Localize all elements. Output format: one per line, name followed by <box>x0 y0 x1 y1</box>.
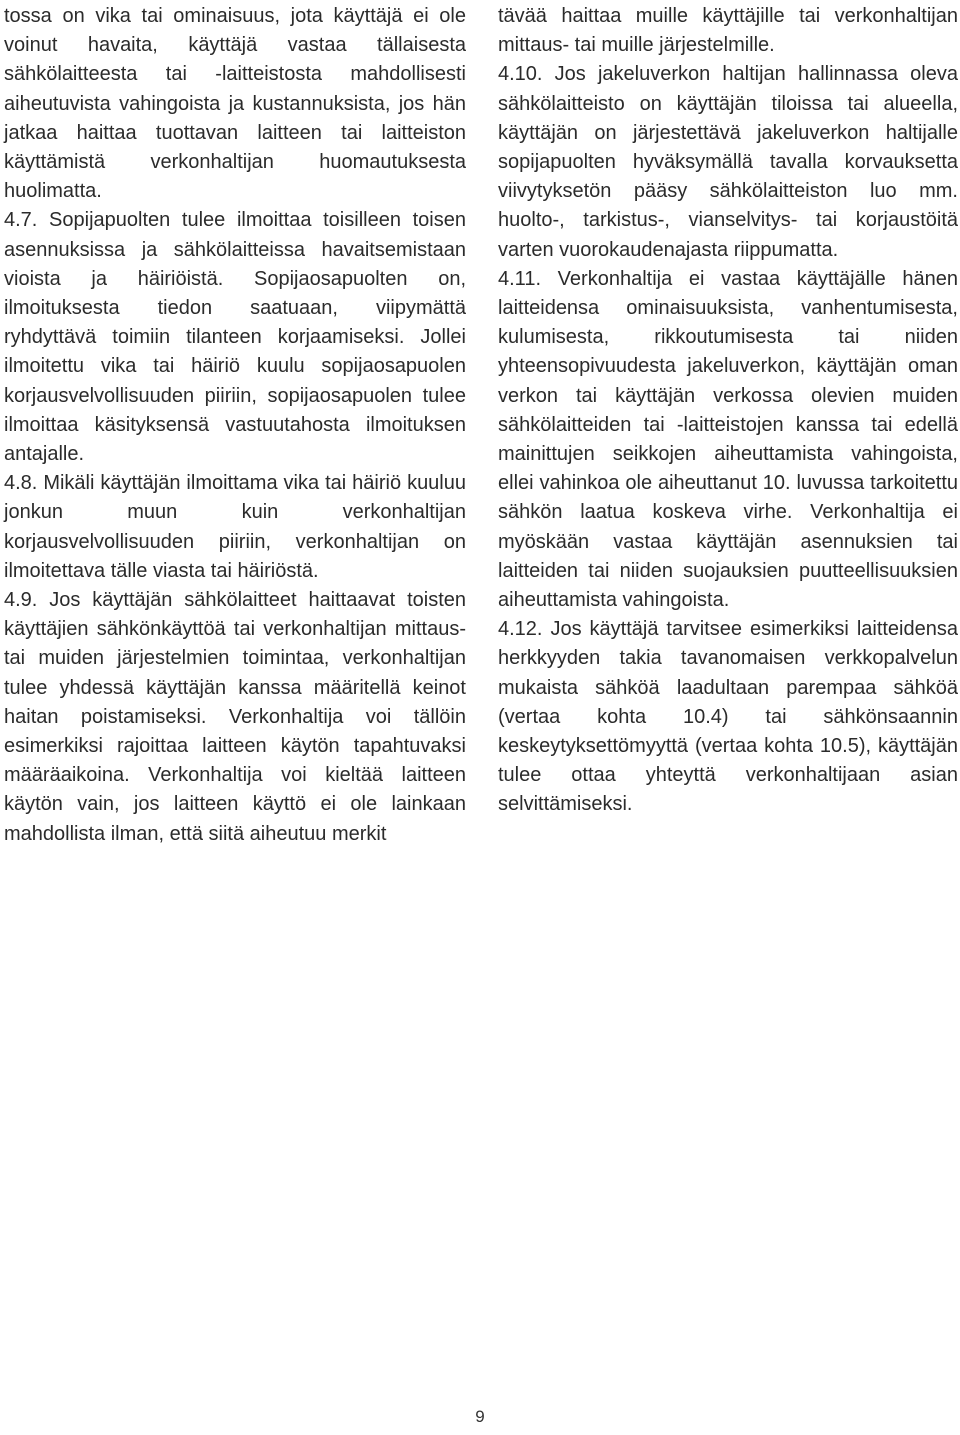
left-text-column <box>4 2 466 849</box>
paragraph-4-8: 4.8. Mikäli käyttäjän ilmoittama vika tai häiriö kuuluu jonkun muun kuin verkonhaltijan korjausvelvollisuuden piiriin, verkonhaltijan on ilmoitettava tälle viasta tai häiriöstä. <box>4 472 466 582</box>
paragraph-4-9-continuation: tävää haittaa muille käyttäjille tai verkonhaltijan mittaus- tai muille järjestelmille. <box>498 5 958 57</box>
paragraph-4-9: 4.9. Jos käyttäjän sähkölaitteet haittaavat toisten käyttäjien sähkönkäyttöä tai verkonhaltijan mittaus- tai muiden järjestelmien toimintaa, verkonhaltijan tulee yhdessä käyttäjän kanssa määritellä keinot haitan poistamiseksi. Verkonhaltija voi tällöin esimerkiksi rajoittaa laitteen käytön tapahtuvaksi määräaikoina. Verkonhaltija voi kieltää laitteen käytön vain, jos laitteen käyttö ei ole lainkaan mahdollista ilman, että siitä aiheutuu merkit <box>4 589 466 845</box>
paragraph-4-11: 4.11. Verkonhaltija ei vastaa käyttäjälle hänen laitteidensa ominaisuuksista, vanhentumisesta, kulumisesta, rikkoutumisesta tai niiden yhteensopivuudesta jakeluverkon, käyttäjän oman verkon tai käyttäjän verkossa olevien muiden sähkölaitteiden tai -laitteistojen kanssa tai edellä mainittujen seikkojen aiheuttamista vahingoista, ellei vahinkoa ole aiheuttanut 10. luvussa tarkoitettu sähkön laatua koskeva virhe. Verkonhaltija ei myöskään vastaa käyttäjän asennuksien tai laitteiden tai niiden suojauksien puutteellisuuksien aiheuttamista vahingoista. <box>498 267 958 612</box>
paragraph-4-7: 4.7. Sopijapuolten tulee ilmoittaa toisilleen toisen asennuksissa ja sähkölaitteissa havaitsemistaan vioista ja häiriöistä. Sopijaosapuolten on, ilmoituksesta tiedon saatuaan, viipymättä ryhdyttävä toimiin tilanteen korjaamiseksi. Jollei ilmoitettu vika tai häiriö kuulu sopijaosapuolen korjausvelvollisuuden piiriin, sopijaosapuolen tulee ilmoittaa käsityksensä vastuutahosta ilmoituksen antajalle. <box>4 209 466 466</box>
paragraph-4-12: 4.12. Jos käyttäjä tarvitsee esimerkiksi laitteidensa herkkyyden takia tavanomaisen verkkopalvelun mukaista sähköä laadultaan parempaa sähköä (vertaa kohta 10.4) tai sähkönsaannin keskeytyksettömyyttä (vertaa kohta 10.5), käyttäjän tulee ottaa yhteyttä verkonhaltijaan asian selvittämiseksi. <box>498 618 958 816</box>
paragraph-continuation: tossa on vika tai ominaisuus, jota käyttäjä ei ole voinut havaita, käyttäjä vastaa tällaisesta sähkölaitteesta tai -laitteistosta mahdollisesti aiheutuvista vahingoista ja kustannuksista, jos hän jatkaa haittaa tuottavan laitteen tai laitteiston käyttämistä verkonhaltijan huomautuksesta huolimatta. <box>4 5 466 203</box>
right-text-column <box>498 2 958 820</box>
paragraph-4-10: 4.10. Jos jakeluverkon haltijan hallinnassa oleva sähkölaitteisto on käyttäjän tiloissa tai alueella, käyttäjän on järjestettävä jakeluverkon haltijalle sopijapuolten hyväksymällä tavalla korvauksetta viivytyksetön pääsy sähkölaitteiston luo mm. huolto-, tarkistus-, vianselvitys- tai korjaustöitä varten vuorokaudenajasta riippumatta. <box>498 63 958 261</box>
page-number: 9 <box>475 1407 485 1426</box>
